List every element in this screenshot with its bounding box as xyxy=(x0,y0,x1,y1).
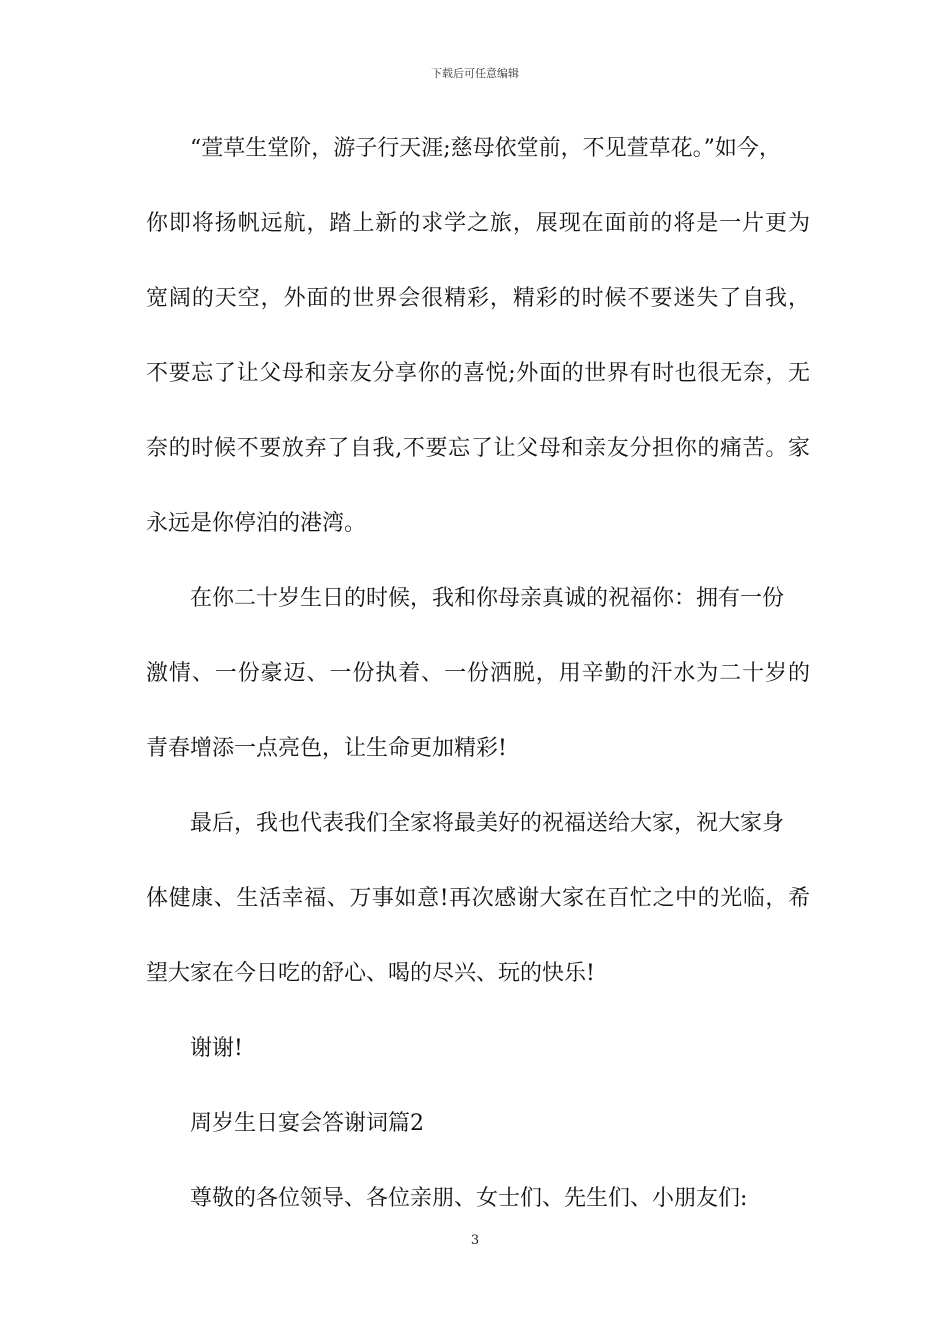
paragraph-line: 最后，我也代表我们全家将最美好的祝福送给大家，祝大家身 xyxy=(190,811,785,836)
paragraph-line: “萱草生堂阶，游子行天涯;慈母依堂前，不见萱草花。”如今， xyxy=(190,136,781,161)
paragraph-line: 奈的时候不要放弃了自我,不要忘了让父母和亲友分担你的痛苦。家 xyxy=(146,436,810,461)
salutation-line: 尊敬的各位领导、各位亲朋、女士们、先生们、小朋友们: xyxy=(190,1186,748,1211)
page-number: 3 xyxy=(470,1233,480,1248)
page-header-note: 下载后可任意编辑 xyxy=(431,67,519,80)
document-body xyxy=(146,130,810,1255)
paragraph-line: 你即将扬帆远航，踏上新的求学之旅，展现在面前的将是一片更为 xyxy=(146,211,810,236)
paragraph-line: 青春增添一点亮色，让生命更加精彩! xyxy=(146,736,507,761)
paragraph-line: 在你二十岁生日的时候，我和你母亲真诚的祝福你：拥有一份 xyxy=(190,586,785,611)
paragraph-line: 永远是你停泊的港湾。 xyxy=(146,511,367,536)
paragraph-line: 体健康、生活幸福、万事如意!再次感谢大家在百忙之中的光临，希 xyxy=(146,886,810,911)
closing-thanks: 谢谢! xyxy=(190,1036,243,1061)
section-title: 周岁生日宴会答谢词篇2 xyxy=(190,1111,424,1136)
paragraph-line: 望大家在今日吃的舒心、喝的尽兴、玩的快乐! xyxy=(146,961,595,986)
paragraph-line: 激情、一份豪迈、一份执着、一份洒脱，用辛勤的汗水为二十岁的 xyxy=(146,661,810,686)
paragraph-line: 宽阔的天空，外面的世界会很精彩，精彩的时候不要迷失了自我， xyxy=(146,286,810,311)
paragraph-line: 不要忘了让父母和亲友分享你的喜悦;外面的世界有时也很无奈，无 xyxy=(146,361,810,386)
